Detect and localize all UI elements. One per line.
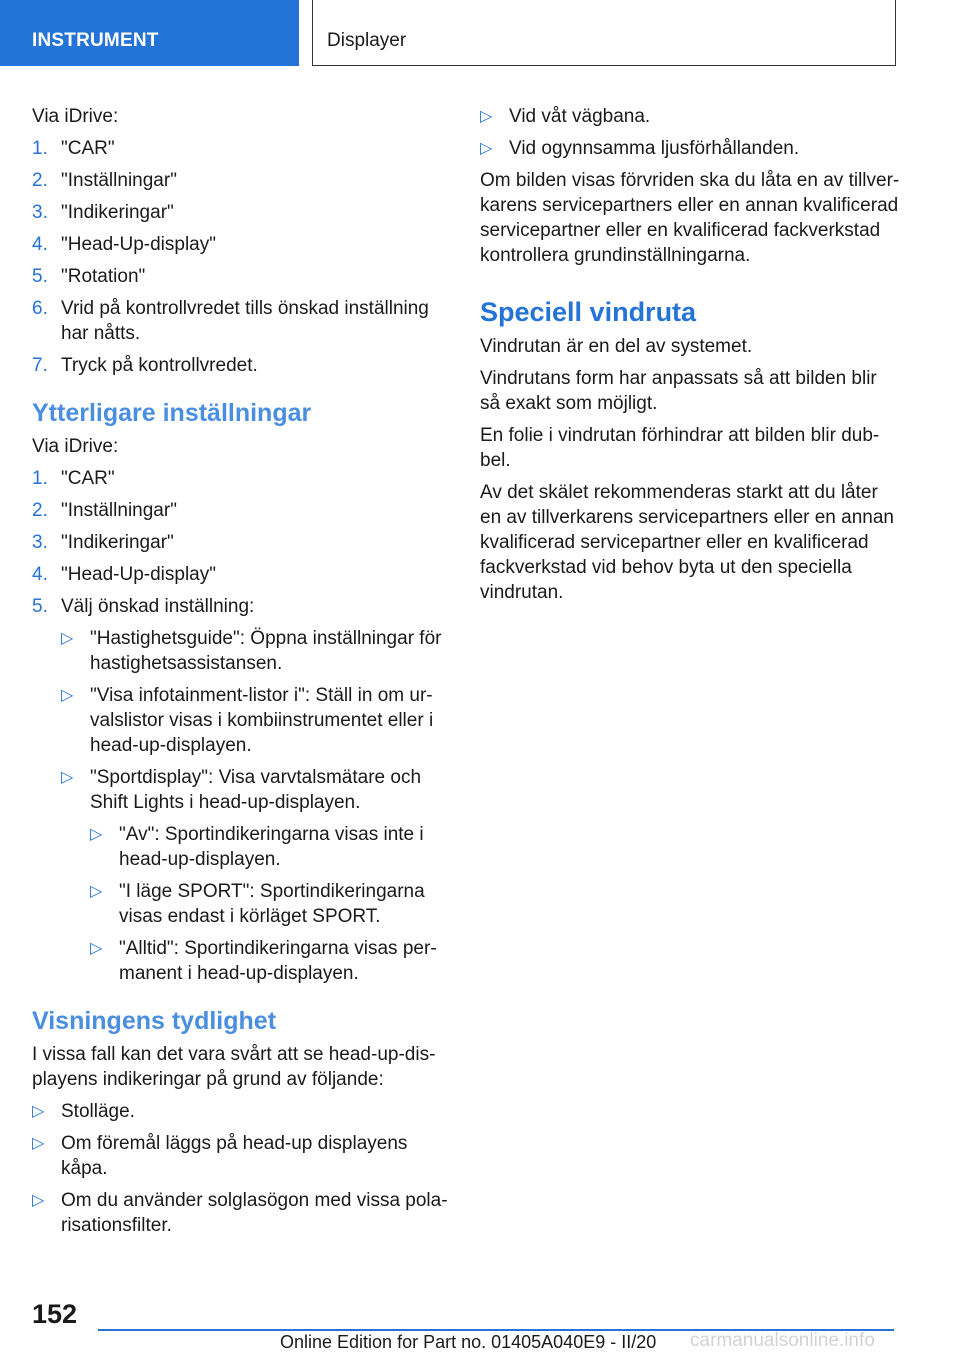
list-item-text: "Rotation" (61, 266, 146, 287)
right-column (480, 104, 900, 612)
list-item (61, 626, 450, 676)
list-item-text: Om föremål läggs på head-up displayens kåpa. (61, 1133, 408, 1179)
triangle-right-icon: ▷ (32, 1103, 45, 1120)
list-item-text: "Head-Up-display" (61, 234, 216, 255)
list-item (32, 136, 450, 161)
list-item (32, 466, 450, 491)
paragraph: Vindrutan är en del av systemet. (480, 336, 753, 357)
list-item-text: "I läge SPORT": Sportindikeringarna visas endast i körläget SPORT. (119, 881, 425, 927)
list-item-text: "Visa infotainment-listor i": Ställ in om urvalslistor visas i kombiinstrumentet eller i head-up-displayen. (90, 685, 434, 756)
triangle-right-icon: ▷ (61, 769, 74, 786)
list-item-text: "Hastighetsguide": Öppna inställningar för hastighetsassistansen. (90, 628, 442, 674)
triangle-right-icon: ▷ (32, 1192, 45, 1209)
paragraph: En folie i vindrutan förhindrar att bilden blir dubbel. (480, 425, 880, 471)
bullet-list (480, 104, 900, 161)
list-number: 2. (32, 500, 48, 521)
list-item-text: "Sportdisplay": Visa varvtalsmätare och Shift Lights i head-up-displayen. (90, 767, 422, 813)
list-item (32, 1131, 450, 1181)
intro-text: Via iDrive: (32, 106, 119, 127)
list-item (61, 683, 450, 758)
list-item-text: "Indikeringar" (61, 532, 174, 553)
list-item-text: Om du använder solglasögon med vissa polarisationsfilter. (61, 1190, 448, 1236)
paragraph: I vissa fall kan det vara svårt att se head-up-displayens indikeringar på grund av följande: (32, 1044, 436, 1090)
list-item-text: "CAR" (61, 138, 115, 159)
list-item (480, 136, 900, 161)
list-item-text: "Indikeringar" (61, 202, 174, 223)
list-item (90, 879, 450, 929)
triangle-right-icon: ▷ (90, 826, 103, 843)
page-header (0, 0, 960, 66)
list-item (32, 296, 450, 346)
list-number: 2. (32, 170, 48, 191)
list-item-text: Vrid på kontrollvredet tills önskad inställning har nåtts. (61, 298, 429, 344)
triangle-right-icon: ▷ (32, 1135, 45, 1152)
paragraph: Om bilden visas förvriden ska du låta en av tillverkarens servicepartners eller en annan kvalificerad servicepartner eller en kvalificerad fackverkstad kontrollera grundinställningarna. (480, 170, 900, 266)
list-item (32, 264, 450, 289)
list-item-text: Vid våt vägbana. (509, 106, 651, 127)
list-item (32, 232, 450, 257)
list-item-text: Välj önskad inställning: (61, 596, 255, 617)
triangle-right-icon: ▷ (61, 687, 74, 704)
list-item (32, 530, 450, 555)
list-item (32, 1099, 450, 1124)
list-number: 3. (32, 202, 48, 223)
bullet-list (32, 1099, 450, 1238)
page-number: 152 (32, 1299, 78, 1329)
list-item (32, 168, 450, 193)
left-column (32, 104, 450, 1245)
triangle-right-icon: ▷ (480, 140, 493, 157)
list-item (32, 353, 450, 378)
list-item-text: Vid ogynnsamma ljusförhållanden. (509, 138, 800, 159)
numbered-list (32, 466, 450, 619)
list-number: 6. (32, 298, 48, 319)
list-number: 1. (32, 138, 48, 159)
bullet-list (32, 626, 450, 986)
section-heading: Ytterligare inställningar (32, 399, 312, 427)
triangle-right-icon: ▷ (90, 940, 103, 957)
list-item-text: "Inställningar" (61, 170, 177, 191)
list-item (32, 1188, 450, 1238)
intro-text: Via iDrive: (32, 436, 119, 457)
list-item (480, 104, 900, 129)
watermark: carmanualsonline.info (690, 1330, 875, 1351)
list-item (32, 594, 450, 619)
list-number: 4. (32, 234, 48, 255)
triangle-right-icon: ▷ (90, 883, 103, 900)
section-heading: Visningens tydlighet (32, 1007, 277, 1035)
list-item-text: "Av": Sportindikeringarna visas inte i head-up-displayen. (119, 824, 424, 870)
list-item (90, 936, 450, 986)
edition-note: Online Edition for Part no. 01405A040E9 - II/20 (280, 1332, 657, 1352)
list-item (32, 562, 450, 587)
list-number: 1. (32, 468, 48, 489)
list-item (90, 822, 450, 872)
triangle-right-icon: ▷ (480, 108, 493, 125)
list-item-text: "CAR" (61, 468, 115, 489)
list-item-text: "Head-Up-display" (61, 564, 216, 585)
list-number: 4. (32, 564, 48, 585)
list-item (32, 200, 450, 225)
list-number: 7. (32, 355, 48, 376)
section-heading: Speciell vindruta (480, 297, 697, 327)
section-tab: INSTRUMENT (0, 0, 299, 66)
triangle-right-icon: ▷ (61, 630, 74, 647)
list-item-text: "Inställningar" (61, 500, 177, 521)
numbered-list (32, 136, 450, 378)
list-number: 5. (32, 596, 48, 617)
paragraph: Av det skälet rekommenderas starkt att du låter en av tillverkarens servicepartners eller en annan kvalificerad servicepartner eller en kvalificerad fackverkstad vid behov byta ut den speciella vindrutan. (480, 482, 894, 603)
page-title: Displayer (312, 0, 896, 66)
list-item (32, 498, 450, 523)
list-item-text: Stolläge. (61, 1101, 135, 1122)
list-item-text: Tryck på kontrollvredet. (61, 355, 258, 376)
list-item (61, 765, 450, 815)
paragraph: Vindrutans form har anpassats så att bilden blir så exakt som möjligt. (480, 368, 877, 414)
list-item-text: "Alltid": Sportindikeringarna visas permanent i head-up-displayen. (119, 938, 437, 984)
list-number: 5. (32, 266, 48, 287)
list-number: 3. (32, 532, 48, 553)
